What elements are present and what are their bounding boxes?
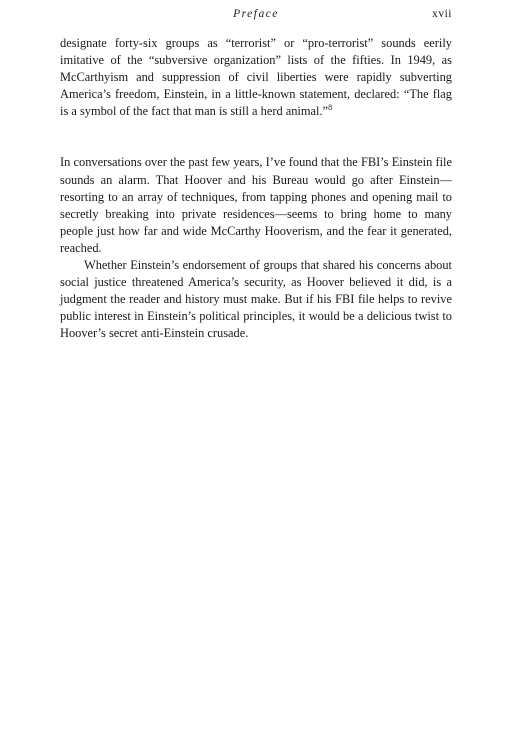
paragraph — [60, 35, 452, 120]
body-text — [60, 35, 452, 343]
page-number: xvii — [432, 8, 452, 20]
paragraph: Whether Einstein’s endorsement of groups that shared his concerns about social justice threatened America’s security, as Hoover believed it did, is a judgment the reader and history must make. But if his FBI file helps to revive public interest in Einstein’s political principles, it would be a delicious twist to Hoover’s secret anti-Einstein crusade. — [60, 258, 452, 341]
running-head — [60, 8, 452, 24]
paragraph: In conversations over the past few years, I’ve found that the FBI’s Einstein file sounds an alarm. That Hoover and his Bureau would go after Einstein—resorting to an array of techniques, from tapping phones and opening mail to secretly breaking into private residences—seems to bring home to many people just how far and wide McCarthy Hooverism, and the fear it generated, reached. — [60, 155, 452, 255]
paragraph-text: designate forty-six groups as “terrorist” or “pro-terrorist” sounds eerily imitative of the “subversive organization” lists of the fifties. In 1949, as McCarthyism and suppression of civil liberties were rapidly subverting America’s freedom, Einstein, in a little-known statement, declared: “The flag is a symbol of the fact that man is still a herd animal.” — [60, 36, 452, 119]
footnote-reference: 8 — [328, 103, 333, 113]
running-title: Preface — [233, 8, 279, 20]
